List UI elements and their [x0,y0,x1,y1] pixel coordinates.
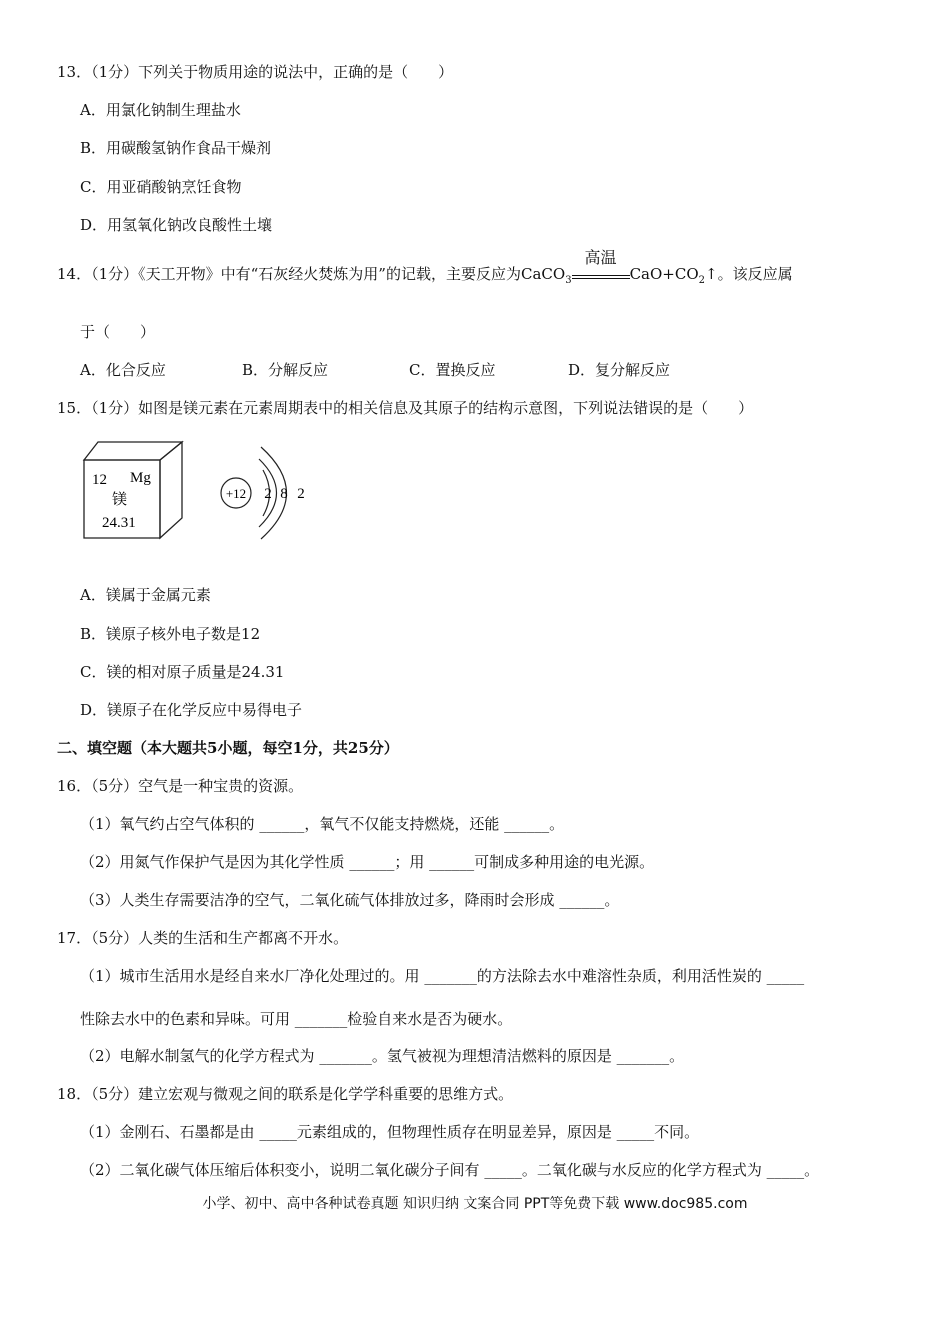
q14-stem-before: 14．（1分）《天工开物》中有“石灰经火焚炼为用”的记载，主要反应为 [57,265,521,283]
footer-watermark: 小学、初中、高中各种试卷真题 知识归纳 文案合同 PPT等免费下载 www.doc985.com [202,1196,748,1212]
q14-option-b: B．分解反应 [242,361,329,379]
q18-part-1: （1）金刚石、石墨都是由 _____元素组成的，但物理性质存在明显差异，原因是 _____不同。 [80,1123,700,1141]
q13-option-b: B．用碳酸氢钠作食品干燥剂 [80,139,272,157]
q13-option-d: D．用氢氧化钠改良酸性土壤 [80,216,273,234]
q13-option-a: A．用氯化钠制生理盐水 [80,101,241,119]
q14-products: $CaO+CO_2$ [629,265,705,286]
shell-electrons-2: 8 [280,486,288,502]
atom-structure-diagram [221,447,305,539]
reaction-condition [572,248,630,279]
q15-option-b: B．镁原子核外电子数是12 [80,625,261,643]
q16-stem: 16．（5分）空气是一种宝贵的资源。 [57,777,304,795]
q13-option-c: C．用亚硝酸钠烹饪食物 [80,178,242,196]
gas-arrow: ↑ [705,265,718,283]
atomic-number: 12 [92,472,107,488]
condition-label: 高温 [584,248,617,267]
q14-options [80,360,880,380]
atomic-mass: 24.31 [102,515,136,531]
q17-part-1: （1）城市生活用水是经自来水厂净化处理过的。用 _______的方法除去水中难溶性杂质，利用活性炭的 _____ [80,967,805,985]
q16-part-1: （1）氧气约占空气体积的 ______，氧气不仅能支持燃烧，还能 ______。 [80,815,565,833]
q15-stem: 15．（1分）如图是镁元素在元素周期表中的相关信息及其原子的结构示意图，下列说法错误的是（ ） [57,399,754,417]
nucleus-charge: +12 [225,486,247,501]
q13-stem: 13．（1分）下列关于物质用途的说法中，正确的是（ ） [57,63,454,81]
element-name: 镁 [112,492,128,508]
magnesium-figure [80,434,320,549]
q14-option-a: A．化合反应 [80,361,166,379]
q15-option-c: C．镁的相对原子质量是24.31 [80,663,285,681]
element-symbol: Mg [130,470,151,486]
q18-part-2: （2）二氧化碳气体压缩后体积变小，说明二氧化碳分子间有 _____。二氧化碳与水反应的化学方程式为 _____。 [80,1161,820,1179]
q14-option-c: C．置换反应 [409,361,496,379]
q16-part-2: （2）用氮气作保护气是因为其化学性质 ______；用 ______可制成多种用途的电光源。 [80,853,655,871]
equals-bar [572,275,630,279]
q14-option-d: D．复分解反应 [568,361,671,379]
q14-stem [57,248,793,286]
q15-option-a: A．镁属于金属元素 [80,586,211,604]
section-heading: 二、填空题（本大题共5小题，每空1分，共25分） [57,739,399,757]
q14-reactant: CaCO$_3$ [520,265,572,286]
q15-option-d: D．镁原子在化学反应中易得电子 [80,701,303,719]
q18-stem: 18．（5分）建立宏观与微观之间的联系是化学学科重要的思维方式。 [57,1085,514,1103]
q16-part-3: （3）人类生存需要洁净的空气，二氧化硫气体排放过多，降雨时会形成 ______。 [80,891,620,909]
shell-electrons-1: 2 [264,486,272,502]
q14-stem-line2: 于（ ） [80,323,156,341]
q14-stem-after: 。该反应属 [717,265,793,283]
q17-part-2: （2）电解水制氢气的化学方程式为 _______。氢气被视为理想清洁燃料的原因是 _______。 [80,1047,685,1065]
q17-stem: 17．（5分）人类的生活和生产都离不开水。 [57,929,349,947]
shell-electrons-3: 2 [297,486,305,502]
q17-part-1-cont: 性除去水中的色素和异味。可用 _______检验自来水是否为硬水。 [80,1010,513,1028]
